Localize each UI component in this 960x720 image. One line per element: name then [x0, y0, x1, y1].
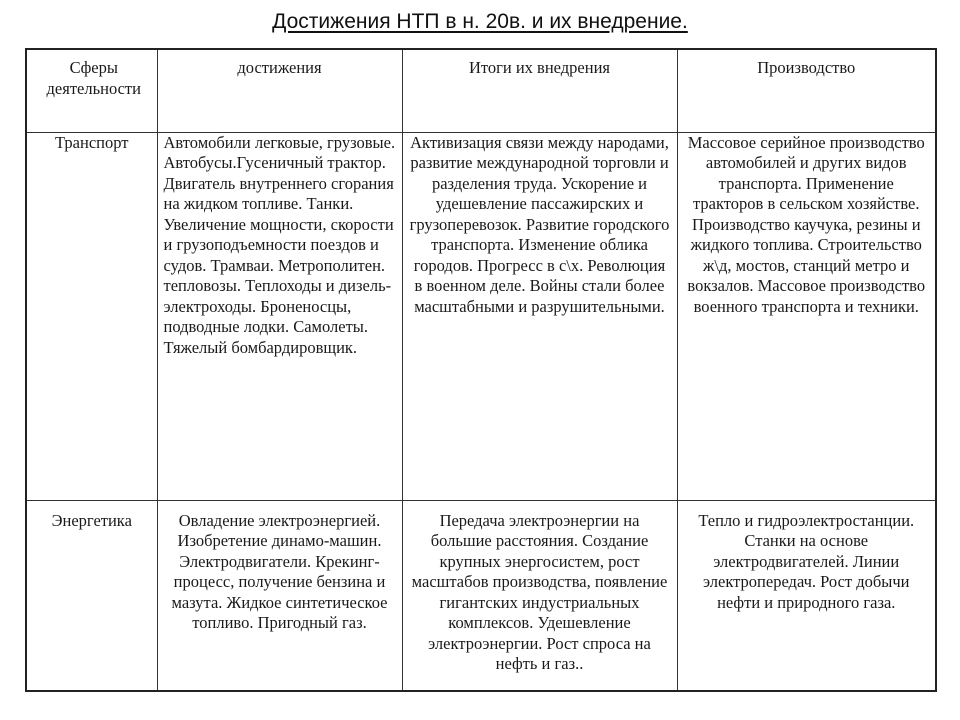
page-title [0, 8, 960, 36]
achievements-table [25, 48, 937, 692]
table-row [26, 132, 936, 500]
header-results: Итоги их внедрения [402, 49, 677, 132]
cell-results: Активизация связи между народами, развитие международной торговли и разделения труда. Ускорение и удешевление пассажирских и грузоперевозок. Развитие городского транспорта. Изменение облика городов. Прогресс в с\х. Революция в военном деле. Войны стали более масштабными и разрушительными. [402, 132, 677, 500]
table-header-row [26, 49, 936, 132]
header-achievements: достижения [157, 49, 402, 132]
cell-achievements: Овладение электроэнергией. Изобретение динамо-машин. Электродвигатели. Крекинг-процесс, получение бензина и мазута. Жидкое синтетическое топливо. Пригодный газ. [157, 500, 402, 691]
table-row [26, 500, 936, 691]
cell-sphere: Транспорт [26, 132, 157, 500]
cell-production: Тепло и гидроэлектростанции. Станки на основе электродвигателей. Линии электропередач. Рост добычи нефти и природного газа. [677, 500, 936, 691]
cell-results: Передача электроэнергии на большие расстояния. Создание крупных энергосистем, рост масштабов производства, появление гигантских индустриальных комплексов. Удешевление электроэнергии. Рост спроса на нефть и газ.. [402, 500, 677, 691]
header-production: Производство [677, 49, 936, 132]
header-sphere: Сферы деятельности [26, 49, 157, 132]
page-title-text: Достижения НТП в н. 20в. и их внедрение. [272, 10, 688, 33]
cell-production: Массовое серийное производство автомобилей и других видов транспорта. Применение тракторов в сельском хозяйстве. Производство каучука, резины и жидкого топлива. Строительство ж\д, мостов, станций метро и вокзалов. Массовое производство военного транспорта и техники. [677, 132, 936, 500]
cell-achievements: Автомобили легковые, грузовые. Автобусы.Гусеничный трактор. Двигатель внутреннего сгорания на жидком топливе. Танки. Увеличение мощности, скорости и грузоподъемности поездов и судов. Трамваи. Метрополитен. тепловозы. Теплоходы и дизель-электроходы. Броненосцы, подводные лодки. Самолеты. Тяжелый бомбардировщик. [157, 132, 402, 500]
cell-sphere: Энергетика [26, 500, 157, 691]
